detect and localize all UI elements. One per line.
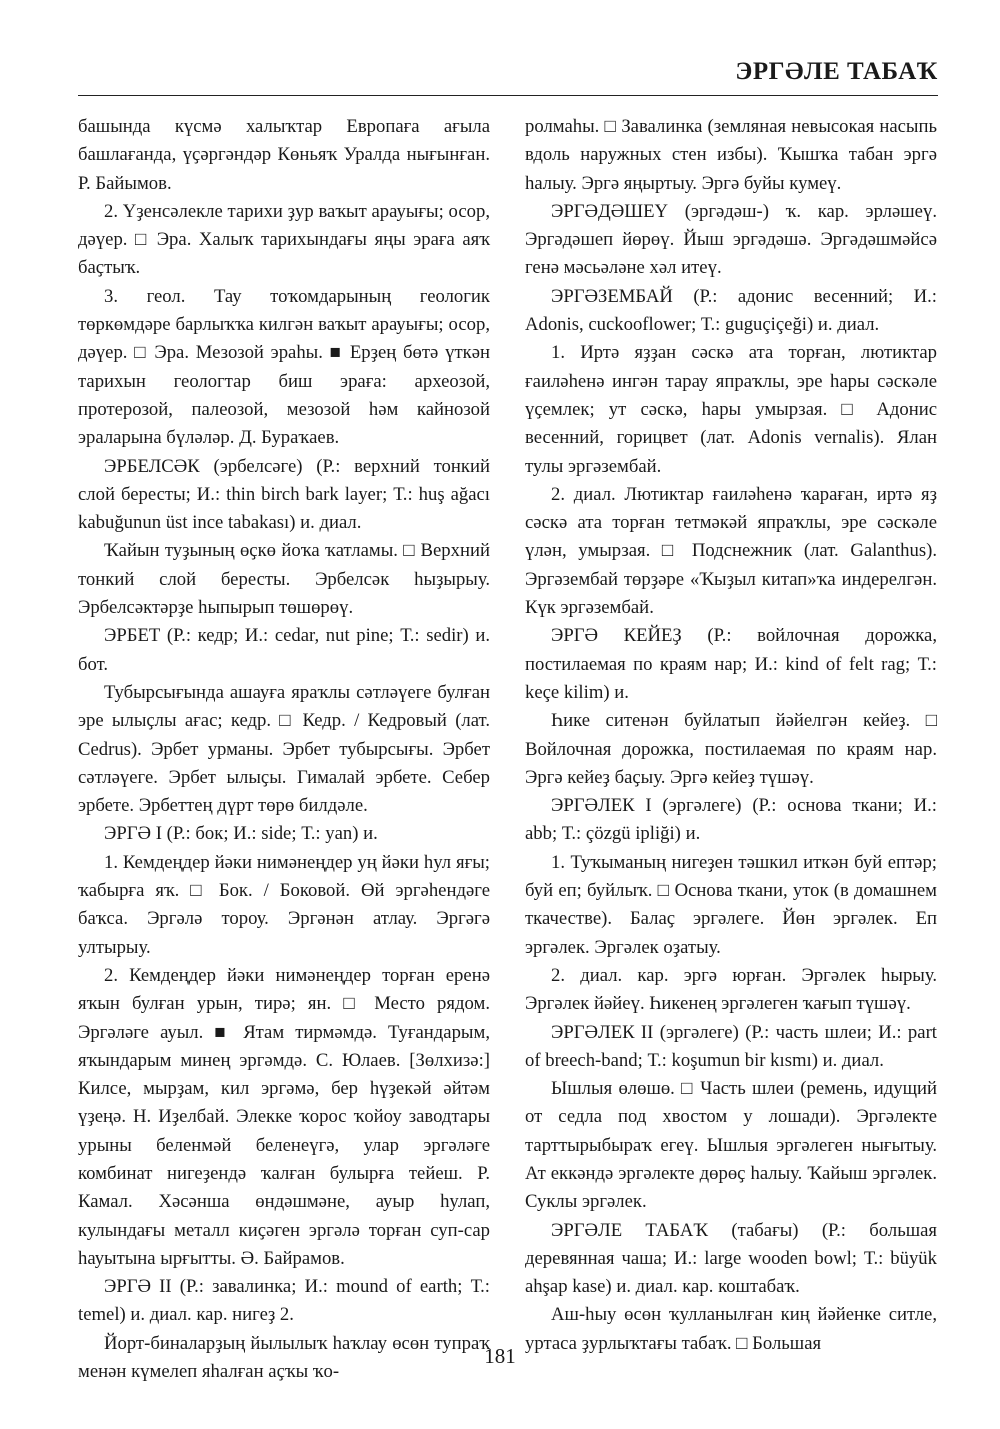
entry-paragraph: 1. Иртә яҙҙан сәскә ата торған, лютиктар ғаиләһенә ингән тарау япраҡлы, эре һары сәскәле үҫемлек; ут сәскә, һары умырзая. □ Адонис весенний, горицвет (лат. Adonis vernalis). Ялан тулы эргәзембай. xyxy=(525,342,937,477)
header-rule xyxy=(78,95,938,96)
entry-paragraph: Йорт-биналарҙың йылылыҡ һаҡлау өсөн тупраҡ менән күмелеп яһалған аҫҡы ҡо- xyxy=(78,1332,490,1383)
entry-paragraph: ЭРБЕТ (Р.: кедр; И.: cedar, nut pine; Т.: sedir) и. бот. xyxy=(78,625,490,675)
entry-paragraph: ЭРГӘ КЕЙЕҘ (Р.: войлочная дорожка, постилаемая по краям нар; И.: kind of felt rag; Т.: keçe kilim) и. xyxy=(525,625,937,703)
entry-paragraph: 3. геол. Тау тоҡомдарының геологик төркөмдәре барлыҡҡа килгән ваҡыт арауығы; осор, дәүер. □ Эра. Мезозой эраһы. ■ Ерҙең бөтә үткән тарихын геологтар биш эраға: археозой, протерозой, палеозой, мезозой һәм кайнозой эраларына бүләләр. Д. Бураҡаев. xyxy=(78,285,490,449)
entry-paragraph: 2. диал. кар. эргә юрған. Эргәлек һырыу. Эргәлек йәйеү. Һикенең эргәлеген ҡағып түшәү. xyxy=(525,964,937,1015)
right-column xyxy=(525,113,937,1358)
entry-paragraph: ролмаһы. □ Завалинка (земляная невысокая насыпь вдоль наружных стен избы). Ҡышҡа табан эргә һалыу. Эргә яңыртыу. Эргә буйы кумеү. xyxy=(525,116,937,194)
entry-paragraph: ЭРБЕЛСӘК (эрбелсәге) (Р.: верхний тонкий слой бересты; И.: thin birch bark layer; Т.: huş ağacı kabuğunun üst ince tabakası) и. диал. xyxy=(78,455,490,534)
page-number: 181 xyxy=(484,1344,516,1368)
entry-paragraph: Ышлыя өлөшө. □ Часть шлеи (ремень, идущий от седла под хвостом у лошади). Эргәлекте тарттырыбыраҡ егеү. Ышлыя эргәлеген нығытыу. Ат еккәндә эргәлекте дөрөҫ һалыу. Ҡайыш эргәлек. Суклы эргәлек. xyxy=(525,1078,937,1213)
entry-paragraph: ЭРГӘ II (Р.: завалинка; И.: mound of earth; Т.: temel) и. диал. кар. нигеҙ 2. xyxy=(78,1276,490,1326)
entry-paragraph: 1. Кемдеңдер йәки нимәнеңдер уң йәки һул яғы; ҡабырға яҡ. □ Бок. / Боковой. Өй эргәһендәге баҡса. Эргәлә тороу. Эргәнән атлау. Эргәгә ултырыу. xyxy=(78,851,490,958)
entry-paragraph: 2. диал. Лютиктар ғаиләһенә ҡараған, иртә яҙ сәскә ата торған тетмәкәй япраҡлы, эре сәскәле үлән, умырзая. □ Подснежник (лат. Galanthus). Эргәзембай төрҙәре «Ҡыҙыл китап»ҡа индерелгән. Күк эргәзембай. xyxy=(525,483,937,619)
entry-paragraph: ЭРГӘЛЕК I (эргәлеге) (Р.: основа ткани; И.: abb; Т.: çözgü ipliği) и. xyxy=(525,795,937,845)
entry-paragraph: Ҡайын туҙының өҫкө йоҡа ҡатламы. □ Верхний тонкий слой бересты. Эрбелсәк һыҙырыу. Эрбелсәктәрҙе һыпырып төшөрөү. xyxy=(78,540,490,619)
entry-paragraph: ЭРГӘЛЕ ТАБАҠ (табағы) (Р.: большая деревянная чаша; И.: large wooden bowl; Т.: büyük ahşap kase) и. диал. кар. коштабаҡ. xyxy=(525,1219,937,1298)
entry-paragraph: Тубырсығында ашауға яраҡлы сәтләүеге булған эре ылыҫлы ағас; кедр. □ Кедр. / Кедровый (лат. Cedrus). Эрбет урманы. Эрбет тубырсығы. Эрбет сәтләүеге. Эрбет ылыҫы. Гималай эрбете. Себер эрбете. Эрбеттең дүрт төрө билдәле. xyxy=(78,681,490,817)
entry-paragraph: ЭРГӘДӘШЕҮ (эргәдәш-) ҡ. кар. эрләшеү. Эргәдәшеп йөрөү. Йыш эргәдәшә. Эргәдәшмәйсә генә мәсьәләне хәл итеү. xyxy=(525,200,937,279)
entry-paragraph: 1. Туҡыманың нигеҙен тәшкил иткән буй ептәр; буй еп; буйлыҡ. □ Основа ткани, уток (в домашнем ткачестве). Балаҫ эргәлеге. Йөн эргәлек. Еп эргәлек. Эргәлек оҙатыу. xyxy=(525,851,937,958)
entry-paragraph: ЭРГӘЛЕК II (эргәлеге) (Р.: часть шлеи; И.: part of breech-band; Т.: koşumun bir kısmı) и. диал. xyxy=(525,1021,937,1071)
entry-paragraph: ЭРГӘЗЕМБАЙ (Р.: адонис весенний; И.: Adonis, cuckooflower; Т.: guguçiçeği) и. диал. xyxy=(525,285,937,336)
left-column xyxy=(78,113,490,1386)
entry-paragraph: 2. Үҙенсәлекле тарихи ҙур ваҡыт арауығы; осор, дәүер. □ Эра. Халыҡ тарихындағы яңы эраға аяҡ баҫтыҡ. xyxy=(78,200,490,279)
entry-paragraph: Һике ситенән буйлатып йәйелгән кейеҙ. □ Войлочная дорожка, постилаемая по краям нар. Эргә кейеҙ баҫыу. Эргә кейеҙ түшәү. xyxy=(525,710,937,788)
entry-paragraph: ЭРГӘ I (Р.: бок; И.: side; Т.: yan) и. xyxy=(104,823,378,845)
entry-paragraph: 2. Кемдеңдер йәки нимәнеңдер торған еренә яҡын булған урын, тирә; ян. □ Место рядом. Эргәләге ауыл. ■ Ятам тирмәмдә. Туғандарым, яҡындарым минең эргәмдә. С. Юлаев. [Зөлхизә:] Килсе, мырҙам, кил эргәмә, бер һүҙекәй әйтәм үҙеңә. Н. Иҙелбай. Элекке ҡорос ҡойоу заводтары урыны беленмәй беленеүгә, улар эргәләге комбинат нигеҙендә ҡалған булырға тейеш. Р. Камал. Хәсәнша өндәшмәне, ауыр һулап, кулындағы металл киҫәген эргәлә торған суп-сар һауытына ырғытты. Ә. Байрамов. xyxy=(78,964,490,1269)
entry-paragraph: Аш-һыу өсөн ҡулланылған киң йәйенке ситле, уртаса ҙурлыҡтағы табаҡ. □ Большая xyxy=(525,1304,937,1354)
running-head: ЭРГӘЛЕ ТАБАҠ xyxy=(735,58,938,85)
entry-paragraph: башында күсмә халыҡтар Европаға ағыла башлағанда, үҫәргәндәр Көньяҡ Уралда нығынған. Р. Байымов. xyxy=(78,116,490,194)
